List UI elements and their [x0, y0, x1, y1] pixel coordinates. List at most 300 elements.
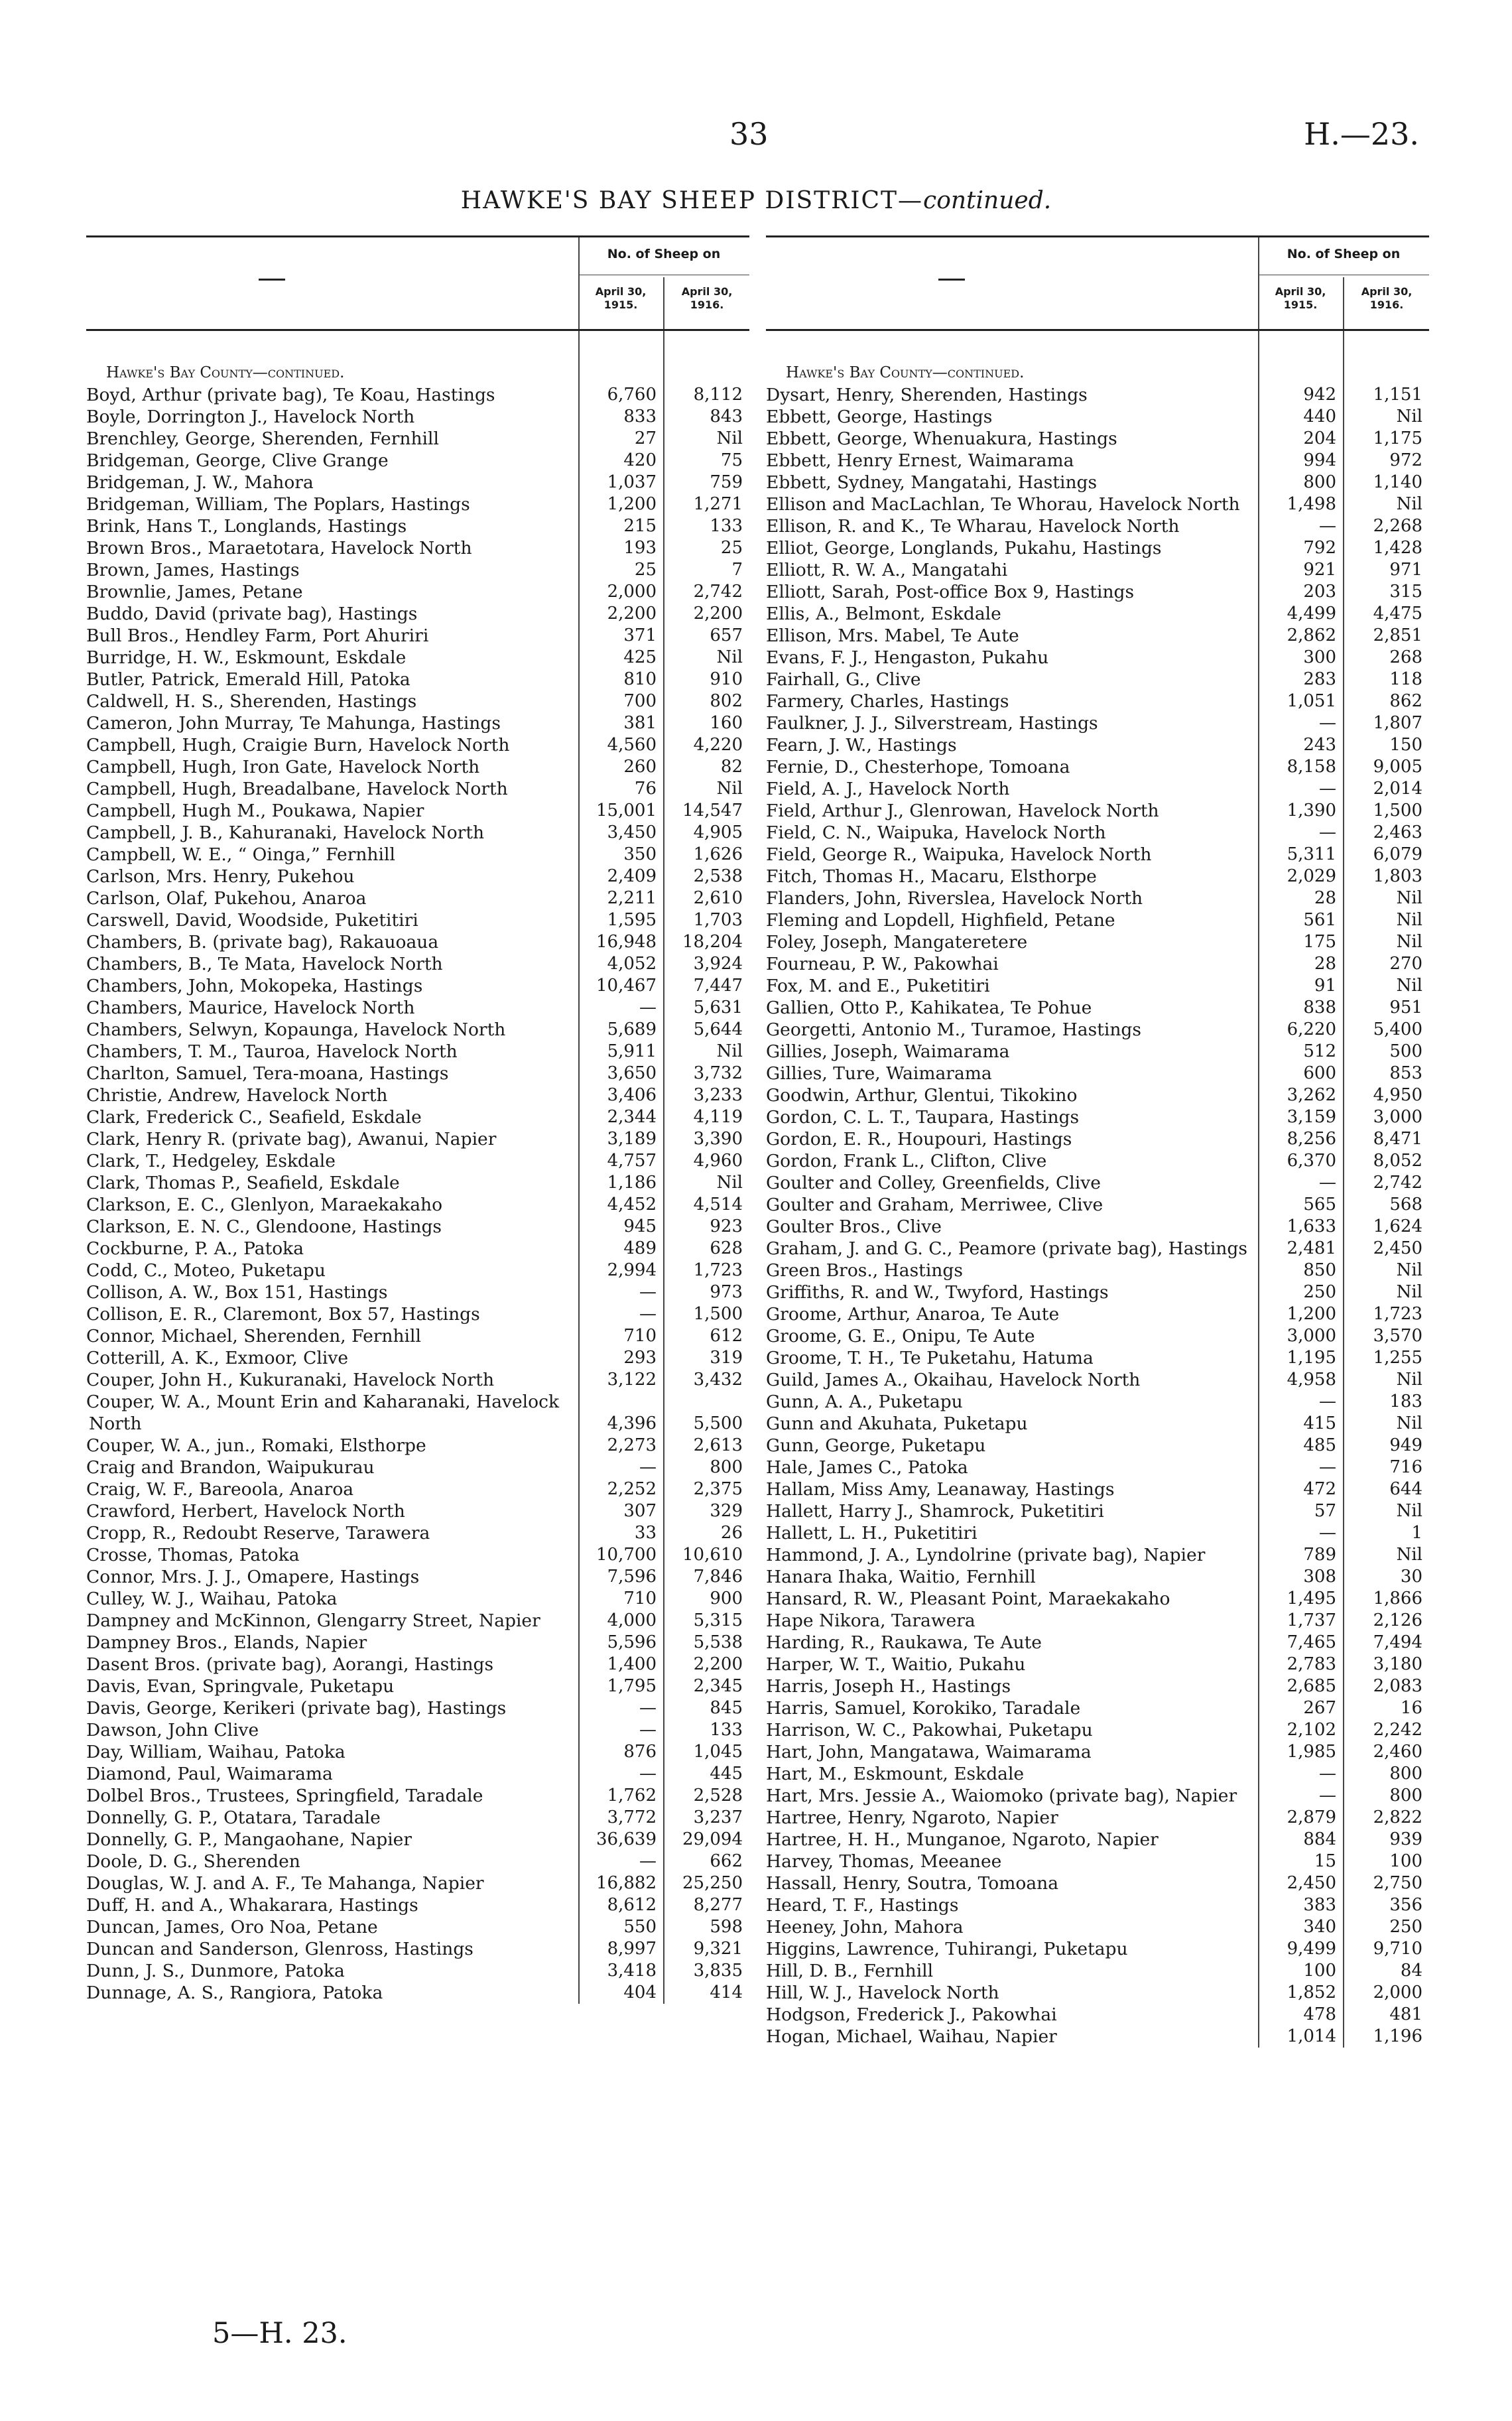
column-group-label: No. of Sheep on	[607, 247, 721, 261]
owner-name-cell: Couper, W. A., Mount Erin and Kaharanaki, Havelock North	[86, 1392, 560, 1434]
sheep-1916-cell: 759	[710, 472, 743, 492]
owner-name-cell: Donnelly, G. P., Mangaohane, Napier	[86, 1829, 412, 1850]
sheep-1915-cell: 850	[1303, 1260, 1336, 1280]
sheep-1916-cell: Nil	[1396, 976, 1422, 996]
table-row	[766, 1610, 1429, 1632]
sheep-1915-cell: 2,409	[607, 866, 657, 886]
table-row	[766, 1500, 1429, 1522]
owner-name-cell: Craig, W. F., Bareoola, Anaroa	[86, 1479, 354, 1500]
owner-name-cell: Bridgeman, William, The Poplars, Hastings	[86, 494, 470, 515]
sheep-1915-cell: 1,795	[607, 1676, 657, 1696]
sheep-1915-cell: 7,596	[607, 1567, 657, 1587]
table-row	[86, 953, 749, 975]
sheep-1916-cell: 84	[1400, 1961, 1422, 1981]
table-row	[86, 1457, 749, 1478]
sheep-1916-cell: 2,463	[1373, 822, 1422, 842]
owner-name-cell: Clark, Frederick C., Seafield, Eskdale	[86, 1107, 422, 1128]
table-row	[86, 1084, 749, 1106]
page-title	[0, 187, 1512, 214]
owner-name-cell: Gordon, C. L. T., Taupara, Hastings	[766, 1107, 1080, 1128]
table-row	[766, 1785, 1429, 1807]
sheep-1915-cell: 193	[623, 538, 657, 558]
sheep-1915-cell: 478	[1303, 2004, 1336, 2024]
sheep-1915-cell: 485	[1303, 1435, 1336, 1455]
table-row	[86, 712, 749, 734]
sheep-1916-cell: 657	[710, 625, 743, 645]
sheep-1916-cell: 329	[710, 1501, 743, 1521]
owner-name-cell: Fleming and Lopdell, Highfield, Petane	[766, 910, 1115, 931]
sheep-1915-cell: 7,465	[1287, 1632, 1336, 1652]
sheep-1915-cell: 884	[1303, 1829, 1336, 1849]
sheep-1916-cell: 481	[1389, 2004, 1422, 2024]
owner-name-cell: Dunnage, A. S., Rangiora, Patoka	[86, 1983, 383, 2003]
owner-name-cell: Dunn, J. S., Dunmore, Patoka	[86, 1961, 345, 1981]
sheep-1915-cell: 76	[634, 779, 657, 799]
sheep-1915-cell: 4,958	[1287, 1370, 1336, 1390]
sheep-1916-cell: Nil	[1396, 888, 1422, 908]
sheep-1916-cell: 7,447	[693, 976, 743, 996]
sheep-1916-cell: 1,500	[1373, 801, 1422, 820]
owner-name-cell: Fairhall, G., Clive	[766, 669, 921, 690]
sheep-1915-cell: 945	[623, 1216, 657, 1236]
sheep-1915-cell: 2,879	[1287, 1807, 1336, 1827]
sheep-1916-cell: 1,045	[693, 1742, 743, 1762]
sheep-1916-cell: 843	[710, 407, 743, 426]
owner-name-cell: Griffiths, R. and W., Twyford, Hastings	[766, 1282, 1109, 1303]
owner-name-cell: Ebbett, George, Whenuakura, Hastings	[766, 428, 1117, 449]
sheep-1915-cell: 472	[1303, 1479, 1336, 1499]
table-row	[766, 953, 1429, 975]
sheep-1916-cell: Nil	[1396, 1413, 1422, 1433]
owner-name-cell: Clark, T., Hedgeley, Eskdale	[86, 1151, 336, 1171]
sheep-1916-cell: 612	[710, 1326, 743, 1346]
sheep-1915-cell: 8,256	[1287, 1129, 1336, 1149]
sheep-1916-cell: 1,151	[1373, 385, 1422, 405]
sheep-1916-cell: 6,079	[1373, 844, 1422, 864]
sheep-1916-cell: 2,126	[1373, 1610, 1422, 1630]
owner-name-cell: Fourneau, P. W., Pakowhai	[766, 954, 999, 974]
sheep-1915-cell: —	[639, 1851, 657, 1871]
owner-name-cell: Caldwell, H. S., Sherenden, Hastings	[86, 691, 417, 712]
owner-name-cell: Buddo, David (private bag), Hastings	[86, 604, 418, 624]
sheep-1915-cell: 16,948	[596, 932, 657, 952]
sheep-1916-cell: 4,950	[1373, 1085, 1422, 1105]
sheep-1915-cell: 5,596	[607, 1632, 657, 1652]
sheep-1916-cell: 2,375	[693, 1479, 743, 1499]
owner-name-cell: Dampney and McKinnon, Glengarry Street, Napier	[86, 1610, 540, 1631]
table-row	[86, 822, 749, 844]
table-row	[766, 581, 1429, 603]
sheep-1916-cell: 7,494	[1373, 1632, 1422, 1652]
section-heading: Hawke's Bay County—continued.	[106, 364, 345, 381]
sheep-1915-cell: 3,159	[1287, 1107, 1336, 1127]
table-row	[86, 603, 749, 625]
table-row	[86, 887, 749, 909]
owner-name-cell: Doole, D. G., Sherenden	[86, 1851, 300, 1872]
sheep-1915-cell: 2,000	[607, 582, 657, 602]
sheep-1915-cell: 1,400	[607, 1654, 657, 1674]
owner-name-cell: Groome, T. H., Te Puketahu, Hatuma	[766, 1348, 1094, 1368]
table-row	[86, 756, 749, 778]
owner-name-cell: Harding, R., Raukawa, Te Aute	[766, 1632, 1042, 1653]
sheep-1916-cell: Nil	[716, 1173, 743, 1193]
table-row	[86, 581, 749, 603]
sheep-1915-cell: —	[1319, 713, 1336, 733]
sheep-1916-cell: 3,835	[693, 1961, 743, 1981]
sheep-1915-cell: —	[639, 1457, 657, 1477]
owner-name-cell: Ellison, R. and K., Te Wharau, Havelock North	[766, 516, 1180, 537]
left-table-body	[86, 362, 749, 2004]
sheep-1915-cell: 565	[1303, 1195, 1336, 1214]
sheep-1916-cell: Nil	[1396, 910, 1422, 930]
sheep-1916-cell: 9,005	[1373, 757, 1422, 777]
table-row	[766, 1588, 1429, 1610]
sheep-1915-cell: 340	[1303, 1917, 1336, 1937]
owner-name-cell: Dawson, John Clive	[86, 1720, 259, 1740]
owner-name-cell: Carswell, David, Woodside, Puketitiri	[86, 910, 418, 931]
table-row	[766, 1522, 1429, 1544]
sheep-1916-cell: 2,822	[1373, 1807, 1422, 1827]
sheep-1916-cell: 319	[710, 1348, 743, 1368]
sheep-1916-cell: 1,866	[1373, 1589, 1422, 1608]
owner-name-cell: Faulkner, J. J., Silverstream, Hastings	[766, 713, 1098, 734]
owner-name-cell: Chambers, Selwyn, Kopaunga, Havelock North	[86, 1019, 506, 1040]
owner-name-cell: Couper, W. A., jun., Romaki, Elsthorpe	[86, 1435, 426, 1456]
sheep-1915-cell: 4,000	[607, 1610, 657, 1630]
sheep-1915-cell: 4,499	[1287, 604, 1336, 623]
sheep-1916-cell: 900	[710, 1589, 743, 1608]
sheep-1916-cell: 3,570	[1373, 1326, 1422, 1346]
owner-name-cell: Duncan and Sanderson, Glenross, Hastings	[86, 1939, 473, 1959]
table-row	[766, 647, 1429, 669]
sheep-1916-cell: 3,233	[693, 1085, 743, 1105]
owner-name-cell: Graham, J. and G. C., Peamore (private bag), Hastings	[766, 1238, 1247, 1259]
sheep-1916-cell: 2,851	[1373, 625, 1422, 645]
owner-name-cell: Elliot, George, Longlands, Pukahu, Hastings	[766, 538, 1162, 558]
owner-name-cell: Chambers, B., Te Mata, Havelock North	[86, 954, 443, 974]
sheep-1915-cell: 6,370	[1287, 1151, 1336, 1171]
sheep-1916-cell: 939	[1389, 1829, 1422, 1849]
sheep-1915-cell: 10,700	[596, 1545, 657, 1565]
owner-name-cell: Brink, Hans T., Longlands, Hastings	[86, 516, 407, 537]
sheep-1916-cell: 2,528	[693, 1786, 743, 1805]
sheep-1916-cell: 9,710	[1373, 1939, 1422, 1959]
column-header-1916: April 30, 1916.	[1361, 285, 1413, 311]
table-row	[766, 493, 1429, 515]
owner-name-cell: Hodgson, Frederick J., Pakowhai	[766, 2004, 1057, 2025]
sheep-1916-cell: 7,846	[693, 1567, 743, 1587]
sheep-1916-cell: 8,277	[693, 1895, 743, 1915]
sheep-1915-cell: 2,029	[1287, 866, 1336, 886]
table-row	[766, 1435, 1429, 1457]
sheep-1915-cell: 1,195	[1287, 1348, 1336, 1368]
sheep-1915-cell: —	[1319, 516, 1336, 536]
table-row	[86, 515, 749, 537]
table-row	[86, 1894, 749, 1916]
table-row	[766, 1041, 1429, 1063]
owner-name-cell: Dolbel Bros., Trustees, Springfield, Taradale	[86, 1786, 483, 1806]
sheep-1915-cell: 175	[1303, 932, 1336, 952]
column-header-1915: April 30, 1915.	[1275, 285, 1326, 311]
table-row	[86, 1610, 749, 1632]
sheep-1916-cell: Nil	[716, 428, 743, 448]
left-table-header	[86, 235, 749, 331]
sheep-1915-cell: —	[639, 998, 657, 1017]
owner-name-cell: Ellis, A., Belmont, Eskdale	[766, 604, 1001, 624]
owner-name-cell: Evans, F. J., Hengaston, Pukahu	[766, 647, 1049, 668]
table-row	[86, 1063, 749, 1084]
sheep-1916-cell: 8,471	[1373, 1129, 1422, 1149]
table-row	[766, 450, 1429, 472]
sheep-1915-cell: 404	[623, 1983, 657, 2002]
sheep-1916-cell: 183	[1389, 1392, 1422, 1411]
owner-name-cell: Bridgeman, J. W., Mahora	[86, 472, 314, 493]
sheep-1915-cell: 1,495	[1287, 1589, 1336, 1608]
owner-name-cell: Bridgeman, George, Clive Grange	[86, 450, 389, 471]
sheep-1915-cell: 3,650	[607, 1063, 657, 1083]
sheep-1916-cell: 150	[1389, 735, 1422, 755]
owner-name-cell: Ebbett, George, Hastings	[766, 407, 993, 427]
owner-name-cell: Clarkson, E. C., Glenlyon, Maraekakaho	[86, 1195, 443, 1215]
sheep-1916-cell: 949	[1389, 1435, 1422, 1455]
table-row	[86, 1982, 749, 2004]
table-row	[86, 1150, 749, 1172]
page-number: 33	[729, 116, 769, 152]
sheep-1916-cell: Nil	[1396, 1501, 1422, 1521]
sheep-1915-cell: 33	[634, 1523, 657, 1543]
sheep-1915-cell: 1,186	[607, 1173, 657, 1193]
table-row	[766, 1260, 1429, 1281]
owner-name-cell: Cameron, John Murray, Te Mahunga, Hastings	[86, 713, 501, 734]
table-row	[86, 472, 749, 493]
owner-name-cell: Fitch, Thomas H., Macaru, Elsthorpe	[766, 866, 1097, 887]
table-row	[86, 1697, 749, 1719]
table-row	[86, 1916, 749, 1938]
sheep-1916-cell: 445	[710, 1764, 743, 1784]
table-row	[86, 1325, 749, 1347]
owner-name-cell: Couper, John H., Kukuranaki, Havelock North	[86, 1370, 495, 1390]
owner-name-cell: Craig and Brandon, Waipukurau	[86, 1457, 375, 1478]
sheep-1915-cell: 4,452	[607, 1195, 657, 1214]
owner-name-cell: Chambers, B. (private bag), Rakauoaua	[86, 932, 439, 952]
sheep-1915-cell: 215	[623, 516, 657, 536]
owner-name-cell: Goulter and Graham, Merriwee, Clive	[766, 1195, 1103, 1215]
sheep-1916-cell: 75	[720, 450, 743, 470]
table-row	[86, 975, 749, 997]
table-row	[766, 1325, 1429, 1347]
owner-name-cell: Fox, M. and E., Puketitiri	[766, 976, 990, 996]
sheep-1915-cell: 3,418	[607, 1961, 657, 1981]
sheep-1916-cell: Nil	[716, 779, 743, 799]
table-row	[766, 844, 1429, 866]
owner-name-cell: Hart, John, Mangatawa, Waimarama	[766, 1742, 1092, 1762]
sheep-1916-cell: 268	[1389, 647, 1422, 667]
owner-name-cell: Field, George R., Waipuka, Havelock North	[766, 844, 1152, 865]
table-row	[766, 1829, 1429, 1851]
sheep-1916-cell: 25	[720, 538, 743, 558]
name-column-dash	[938, 279, 965, 281]
owner-name-cell: Goulter Bros., Clive	[766, 1216, 942, 1237]
sheep-1916-cell: 3,924	[693, 954, 743, 974]
table-row	[766, 931, 1429, 953]
sheep-1915-cell: 838	[1303, 998, 1336, 1017]
owner-name-cell: Gillies, Joseph, Waimarama	[766, 1041, 1010, 1062]
table-row	[86, 1238, 749, 1260]
owner-name-cell: Brenchley, George, Sherenden, Fernhill	[86, 428, 439, 449]
sheep-1916-cell: 2,014	[1373, 779, 1422, 799]
owner-name-cell: Ellison and MacLachlan, Te Whorau, Havelock North	[766, 494, 1240, 515]
sheep-1915-cell: 4,560	[607, 735, 657, 755]
table-row	[86, 800, 749, 822]
sheep-1915-cell: 5,311	[1287, 844, 1336, 864]
sheep-1915-cell: 550	[623, 1917, 657, 1937]
table-row	[86, 1172, 749, 1194]
sheep-1916-cell: Nil	[1396, 1370, 1422, 1390]
owner-name-cell: Gordon, Frank L., Clifton, Clive	[766, 1151, 1047, 1171]
owner-name-cell: Bull Bros., Hendley Farm, Port Ahuriri	[86, 625, 429, 646]
table-row	[766, 1938, 1429, 1960]
table-row	[766, 1063, 1429, 1084]
table-row	[766, 1632, 1429, 1654]
sheep-1915-cell: —	[639, 1764, 657, 1784]
sheep-1915-cell: 425	[623, 647, 657, 667]
sheep-1916-cell: 356	[1389, 1895, 1422, 1915]
sheep-1916-cell: 3,732	[693, 1063, 743, 1083]
table-row	[766, 1150, 1429, 1172]
column-group-label: No. of Sheep on	[1287, 247, 1401, 261]
sheep-1915-cell: 3,262	[1287, 1085, 1336, 1105]
owner-name-cell: Clarkson, E. N. C., Glendoone, Hastings	[86, 1216, 442, 1237]
owner-name-cell: Davis, George, Kerikeri (private bag), Hastings	[86, 1698, 507, 1719]
sheep-1915-cell: 789	[1303, 1545, 1336, 1565]
sheep-1916-cell: 2,083	[1373, 1676, 1422, 1696]
sheep-1915-cell: 10,467	[596, 976, 657, 996]
owner-name-cell: Hallett, L. H., Puketitiri	[766, 1523, 977, 1543]
sheep-1916-cell: Nil	[1396, 494, 1422, 514]
table-row	[766, 866, 1429, 887]
table-row	[86, 1478, 749, 1500]
table-row	[86, 493, 749, 515]
sheep-1915-cell: 1,037	[607, 472, 657, 492]
sheep-1916-cell: 4,514	[693, 1195, 743, 1214]
table-row	[86, 428, 749, 450]
sheep-1915-cell: 2,252	[607, 1479, 657, 1499]
table-row	[766, 1369, 1429, 1391]
sheep-1916-cell: 315	[1389, 582, 1422, 602]
table-row	[766, 756, 1429, 778]
sheep-1916-cell: 2,000	[1373, 1983, 1422, 2002]
sheep-1916-cell: 2,200	[693, 1654, 743, 1674]
sheep-1916-cell: 2,742	[1373, 1173, 1422, 1193]
sheep-1916-cell: 118	[1389, 669, 1422, 689]
table-row	[86, 1128, 749, 1150]
table-row	[766, 1347, 1429, 1369]
table-row	[86, 669, 749, 690]
sheep-1915-cell: 1,200	[607, 494, 657, 514]
sheep-1916-cell: 1,624	[1373, 1216, 1422, 1236]
sheep-1915-cell: 942	[1303, 385, 1336, 405]
table-row	[766, 625, 1429, 647]
owner-name-cell: Cockburne, P. A., Patoka	[86, 1238, 304, 1259]
owner-name-cell: Elliott, Sarah, Post-office Box 9, Hastings	[766, 582, 1135, 602]
sheep-1915-cell: 1,633	[1287, 1216, 1336, 1236]
owner-name-cell: Culley, W. J., Waihau, Patoka	[86, 1589, 338, 1609]
sheep-1915-cell: 2,481	[1287, 1238, 1336, 1258]
table-row	[86, 1041, 749, 1063]
sheep-1915-cell: 293	[623, 1348, 657, 1368]
table-row	[766, 1216, 1429, 1238]
sheep-1915-cell: 4,757	[607, 1151, 657, 1171]
sheep-1915-cell: 3,450	[607, 822, 657, 842]
sheep-1916-cell: 628	[710, 1238, 743, 1258]
sheep-1915-cell: 800	[1303, 472, 1336, 492]
owner-name-cell: Boyle, Dorrington J., Havelock North	[86, 407, 415, 427]
table-row	[766, 975, 1429, 997]
owner-name-cell: Campbell, Hugh, Craigie Burn, Havelock North	[86, 735, 510, 755]
table-row	[86, 1938, 749, 1960]
sheep-1916-cell: 5,400	[1373, 1019, 1422, 1039]
table-row	[86, 1719, 749, 1741]
sheep-1916-cell: 1,175	[1373, 428, 1422, 448]
sheep-1916-cell: 1,626	[693, 844, 743, 864]
sheep-1916-cell: 4,475	[1373, 604, 1422, 623]
table-row	[86, 537, 749, 559]
owner-name-cell: Field, Arthur J., Glenrowan, Havelock North	[766, 801, 1159, 821]
owner-name-cell: Chambers, Maurice, Havelock North	[86, 998, 415, 1018]
sheep-1915-cell: 283	[1303, 669, 1336, 689]
table-row	[766, 1741, 1429, 1763]
sheep-1915-cell: 250	[1303, 1282, 1336, 1302]
sheep-1915-cell: —	[1319, 1392, 1336, 1411]
owner-name-cell: Fernie, D., Chesterhope, Tomoana	[766, 757, 1070, 777]
sheep-1916-cell: 4,905	[693, 822, 743, 842]
sheep-1916-cell: 30	[1400, 1567, 1422, 1587]
table-row	[766, 822, 1429, 844]
sheep-1915-cell: 4,396	[607, 1413, 657, 1433]
sheep-1916-cell: 1,723	[1373, 1304, 1422, 1324]
table-row	[86, 931, 749, 953]
sheep-1915-cell: —	[639, 1282, 657, 1302]
sheep-1915-cell: 28	[1314, 954, 1336, 974]
sheep-1915-cell: 810	[623, 669, 657, 689]
owner-name-cell: Collison, A. W., Box 151, Hastings	[86, 1282, 388, 1303]
sheep-1915-cell: 1,852	[1287, 1983, 1336, 2002]
sheep-1915-cell: 300	[1303, 647, 1336, 667]
table-row	[86, 1281, 749, 1303]
owner-name-cell: Farmery, Charles, Hastings	[766, 691, 1009, 712]
owner-name-cell: Heard, T. F., Hastings	[766, 1895, 959, 1916]
owner-name-cell: Clark, Henry R. (private bag), Awanui, Napier	[86, 1129, 497, 1149]
table-row	[766, 1457, 1429, 1478]
sheep-1916-cell: 133	[710, 516, 743, 536]
sheep-1916-cell: 2,613	[693, 1435, 743, 1455]
sheep-1916-cell: 18,204	[682, 932, 743, 952]
table-row	[86, 1106, 749, 1128]
sheep-1916-cell: 1,271	[693, 494, 743, 514]
table-row	[86, 647, 749, 669]
right-table-body	[766, 362, 1429, 2048]
table-row	[766, 1851, 1429, 1872]
sheep-1915-cell: 2,102	[1287, 1720, 1336, 1740]
sheep-1915-cell: 3,122	[607, 1370, 657, 1390]
sheep-1915-cell: 2,862	[1287, 625, 1336, 645]
sheep-1916-cell: 500	[1389, 1041, 1422, 1061]
sheep-1915-cell: 2,200	[607, 604, 657, 623]
owner-name-cell: Cotterill, A. K., Exmoor, Clive	[86, 1348, 349, 1368]
table-row	[766, 1019, 1429, 1041]
sheep-1916-cell: 414	[710, 1983, 743, 2002]
sheep-1916-cell: 951	[1389, 998, 1422, 1017]
